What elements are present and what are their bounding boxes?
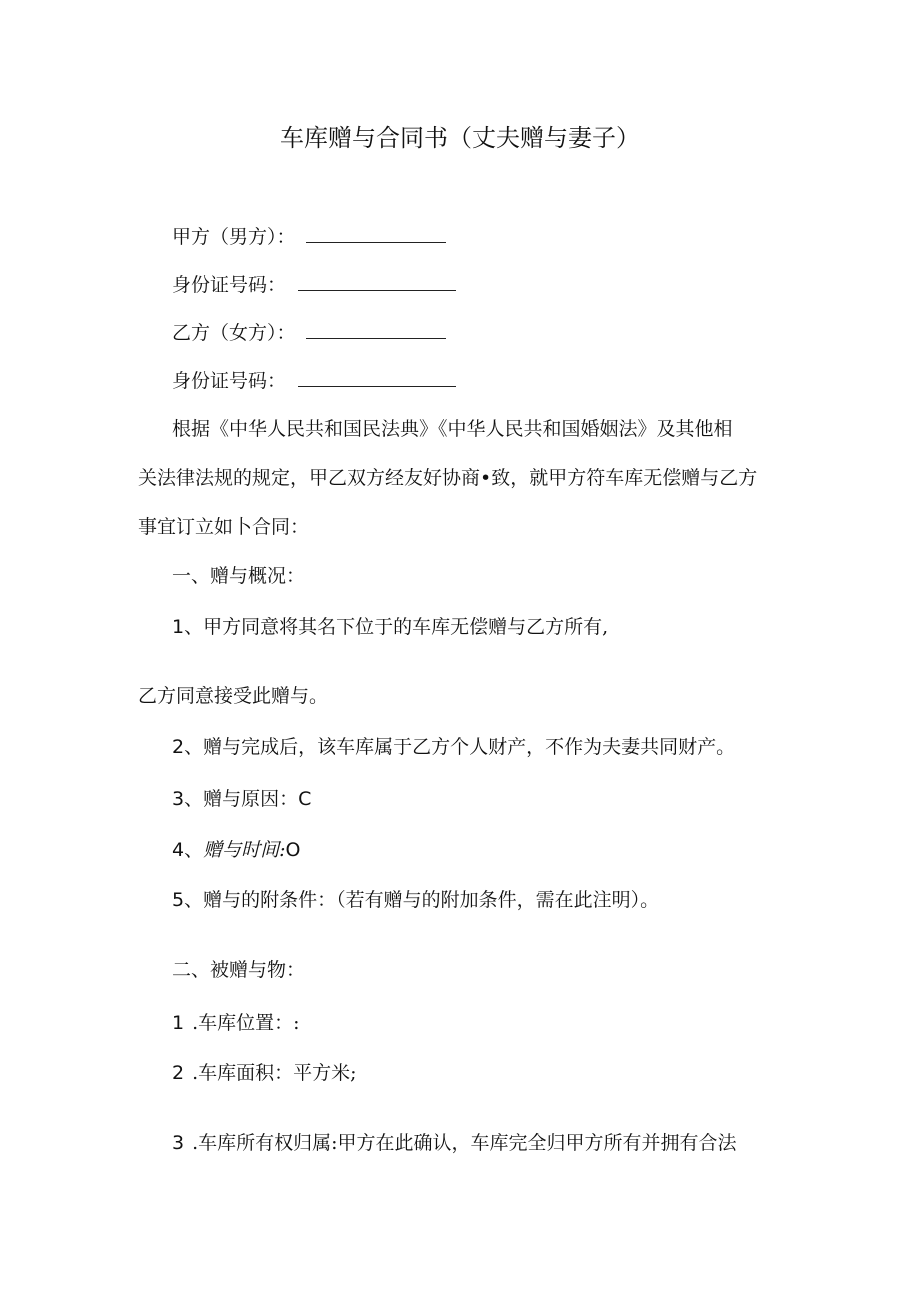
section-1-item-5 — [172, 887, 659, 913]
section-1-item-4 — [172, 837, 300, 863]
preamble-line-2: 关法律法规的规定，甲乙双方经友好协商•致，就甲方符车库无偿赠与乙方 — [138, 467, 758, 489]
item-text: 赠与完成后，该车库属于乙方个人财产，不作为夫妻共同财产。 — [203, 736, 736, 758]
item-number: 5、 — [172, 889, 204, 911]
item-text: .车库面积：平方米; — [192, 1062, 357, 1084]
party-a-label: 甲方（男方）： — [172, 226, 296, 248]
item-text: 赠与时间: — [203, 839, 286, 861]
item-number: 4、 — [172, 839, 204, 861]
section-1-item-2 — [172, 734, 735, 760]
item-text: .车库位置：: — [192, 1012, 300, 1034]
preamble-line-3: 事宜订立如卜合同： — [138, 516, 310, 538]
item-text: 赠与的附条件：（若有赠与的附加条件，需在此注明）。 — [203, 889, 660, 911]
item-number: 1、 — [172, 616, 204, 638]
preamble-line-1: 根据《中华人民共和国民法典》《中华人民共和国婚姻法》及其他相 — [172, 418, 733, 440]
party-a-blank[interactable] — [306, 228, 446, 243]
section-1-heading: 一、赠与概况： — [172, 565, 306, 587]
party-a-row — [172, 224, 446, 250]
section-2-heading: 二、被赠与物： — [172, 959, 306, 981]
document-title: 车库赠与合同书（丈夫赠与妻子） — [280, 124, 640, 152]
section-2-item-2 — [172, 1060, 357, 1086]
section-1-item-3 — [172, 786, 311, 812]
section-2-item-1 — [172, 1010, 300, 1036]
party-b-id-label: 身份证号码： — [172, 370, 287, 392]
item-number: 3、 — [172, 788, 204, 810]
item-value: O — [285, 839, 301, 861]
party-a-id-row — [172, 272, 456, 298]
item-number: 3 — [172, 1132, 185, 1154]
item-value: C — [298, 788, 312, 810]
party-b-label: 乙方（女方）： — [172, 322, 296, 344]
section-1-item-1 — [172, 614, 608, 640]
item-number: 2、 — [172, 736, 204, 758]
party-b-blank[interactable] — [306, 324, 446, 339]
section-2-item-3 — [172, 1130, 737, 1156]
item-text: 甲方同意将其名下位于的车库无偿赠与乙方所有, — [203, 616, 609, 638]
item-text: .车库所有权归属:甲方在此确认，车库完全归甲方所有并拥有合法 — [192, 1132, 737, 1154]
party-b-id-row — [172, 368, 456, 394]
item-number: 1 — [172, 1012, 185, 1034]
party-b-id-blank[interactable] — [298, 372, 456, 387]
item-text: 赠与原因： — [203, 788, 299, 810]
party-a-id-label: 身份证号码： — [172, 274, 287, 296]
item-number: 2 — [172, 1062, 185, 1084]
section-1-item-1-continuation: 乙方同意接受此赠与。 — [138, 685, 329, 707]
party-b-row — [172, 320, 446, 346]
party-a-id-blank[interactable] — [298, 276, 456, 291]
